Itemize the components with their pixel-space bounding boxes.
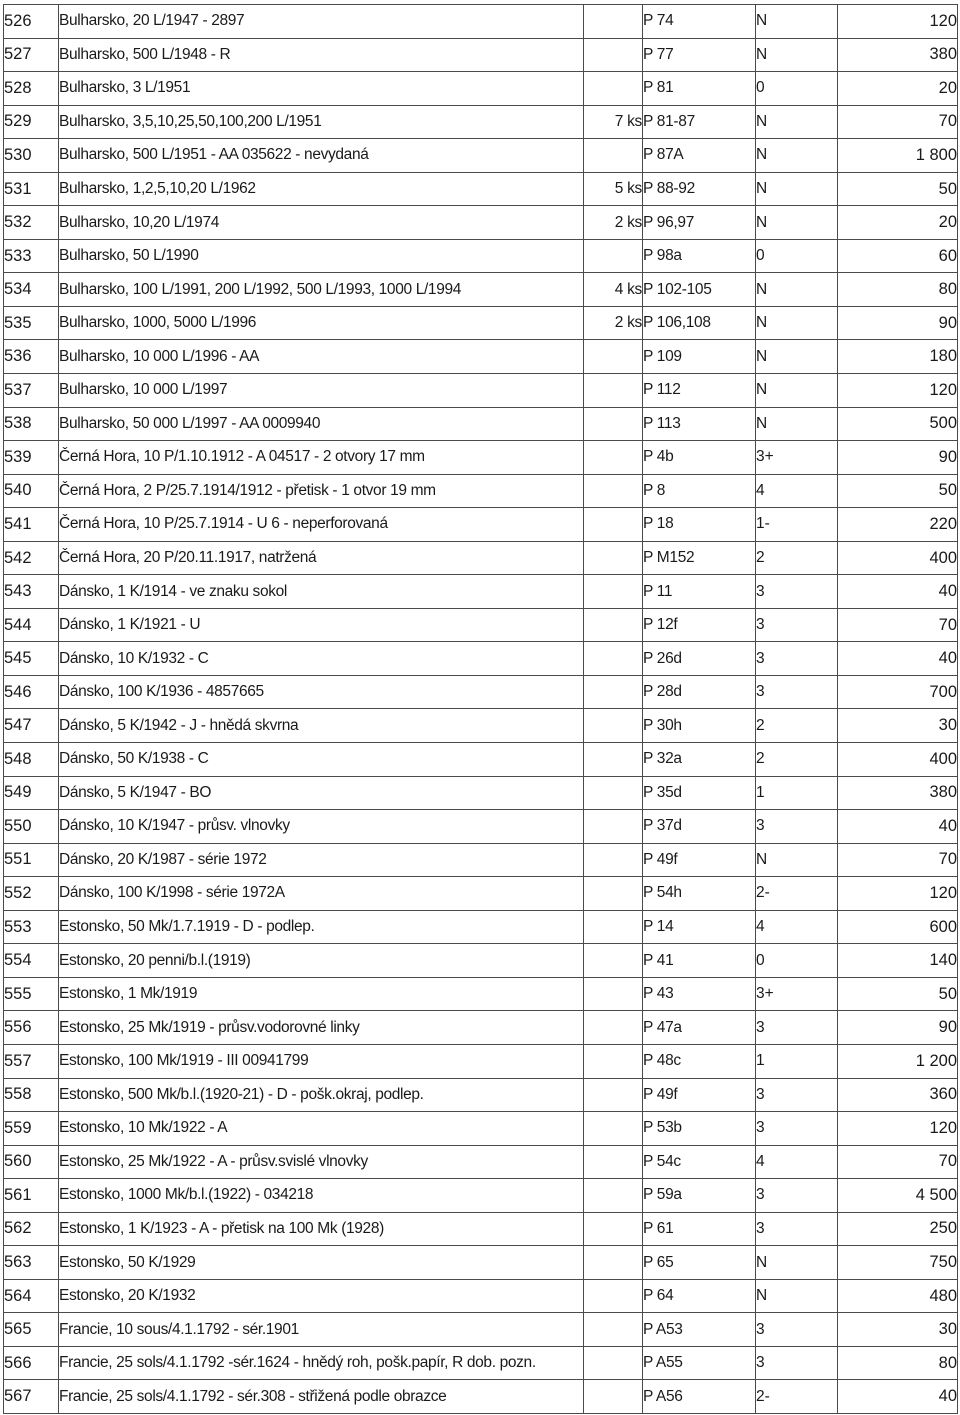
item-description: Estonsko, 500 Mk/b.l.(1920-21) - D - pošk.okraj, podlep. — [59, 1078, 584, 1112]
lot-number: 550 — [4, 810, 59, 844]
item-price: 40 — [838, 575, 958, 609]
condition-grade: 3 — [756, 810, 838, 844]
item-quantity — [584, 675, 643, 709]
item-price: 1 200 — [838, 1044, 958, 1078]
lot-number: 565 — [4, 1313, 59, 1347]
item-quantity — [584, 1112, 643, 1146]
condition-grade: 0 — [756, 944, 838, 978]
item-quantity — [584, 776, 643, 810]
item-description: Francie, 25 sols/4.1.1792 - sér.308 - střižená podle obrazce — [59, 1380, 584, 1414]
item-description: Černá Hora, 20 P/20.11.1917, natržená — [59, 541, 584, 575]
item-quantity — [584, 340, 643, 374]
lot-number: 541 — [4, 508, 59, 542]
catalog-reference: P 59a — [643, 1179, 756, 1213]
catalog-reference: P 37d — [643, 810, 756, 844]
item-price: 400 — [838, 743, 958, 777]
item-price: 480 — [838, 1279, 958, 1313]
item-quantity — [584, 374, 643, 408]
catalog-reference: P 26d — [643, 642, 756, 676]
condition-grade: 3 — [756, 675, 838, 709]
condition-grade: 3 — [756, 575, 838, 609]
condition-grade: 0 — [756, 72, 838, 106]
item-description: Estonsko, 20 penni/b.l.(1919) — [59, 944, 584, 978]
item-price: 60 — [838, 239, 958, 273]
lot-number: 537 — [4, 374, 59, 408]
lot-number: 555 — [4, 977, 59, 1011]
lot-number: 553 — [4, 910, 59, 944]
table-row — [4, 1212, 958, 1246]
lot-number: 551 — [4, 843, 59, 877]
condition-grade: N — [756, 306, 838, 340]
item-price: 700 — [838, 675, 958, 709]
item-description: Bulharsko, 500 L/1951 - AA 035622 - nevydaná — [59, 139, 584, 173]
catalog-reference: P 30h — [643, 709, 756, 743]
item-description: Černá Hora, 10 P/1.10.1912 - A 04517 - 2 otvory 17 mm — [59, 441, 584, 475]
item-quantity — [584, 239, 643, 273]
lot-number: 562 — [4, 1212, 59, 1246]
item-quantity: 2 ks — [584, 206, 643, 240]
item-quantity — [584, 810, 643, 844]
catalog-reference: P 14 — [643, 910, 756, 944]
item-quantity — [584, 743, 643, 777]
item-description: Bulharsko, 1,2,5,10,20 L/1962 — [59, 172, 584, 206]
catalog-reference: P 11 — [643, 575, 756, 609]
item-price: 80 — [838, 273, 958, 307]
item-price: 120 — [838, 5, 958, 39]
catalog-reference: P 102-105 — [643, 273, 756, 307]
catalog-reference: P 61 — [643, 1212, 756, 1246]
condition-grade: N — [756, 1279, 838, 1313]
catalog-table-body — [4, 5, 958, 1414]
item-price: 4 500 — [838, 1179, 958, 1213]
table-row — [4, 172, 958, 206]
item-description: Dánsko, 10 K/1932 - C — [59, 642, 584, 676]
item-quantity — [584, 1044, 643, 1078]
lot-number: 566 — [4, 1346, 59, 1380]
catalog-reference: P 87A — [643, 139, 756, 173]
item-quantity: 5 ks — [584, 172, 643, 206]
table-row — [4, 38, 958, 72]
catalog-reference: P 64 — [643, 1279, 756, 1313]
item-description: Dánsko, 1 K/1921 - U — [59, 608, 584, 642]
table-row — [4, 239, 958, 273]
condition-grade: 1 — [756, 776, 838, 810]
item-description: Bulharsko, 50 000 L/1997 - AA 0009940 — [59, 407, 584, 441]
condition-grade: 4 — [756, 474, 838, 508]
table-row — [4, 340, 958, 374]
item-description: Bulharsko, 1000, 5000 L/1996 — [59, 306, 584, 340]
table-row — [4, 72, 958, 106]
condition-grade: 3 — [756, 608, 838, 642]
catalog-reference: P 43 — [643, 977, 756, 1011]
condition-grade: N — [756, 172, 838, 206]
item-quantity — [584, 1078, 643, 1112]
item-description: Bulharsko, 50 L/1990 — [59, 239, 584, 273]
item-quantity — [584, 1313, 643, 1347]
table-row — [4, 1380, 958, 1414]
condition-grade: 1 — [756, 1044, 838, 1078]
table-row — [4, 206, 958, 240]
lot-number: 534 — [4, 273, 59, 307]
lot-number: 535 — [4, 306, 59, 340]
table-row — [4, 709, 958, 743]
item-quantity — [584, 72, 643, 106]
lot-number: 546 — [4, 675, 59, 709]
item-description: Estonsko, 25 Mk/1919 - průsv.vodorovné linky — [59, 1011, 584, 1045]
table-row — [4, 1246, 958, 1280]
item-quantity — [584, 474, 643, 508]
table-row — [4, 474, 958, 508]
table-row — [4, 105, 958, 139]
item-price: 360 — [838, 1078, 958, 1112]
item-description: Dánsko, 50 K/1938 - C — [59, 743, 584, 777]
item-price: 40 — [838, 1380, 958, 1414]
item-quantity — [584, 1011, 643, 1045]
item-price: 220 — [838, 508, 958, 542]
item-description: Estonsko, 1 Mk/1919 — [59, 977, 584, 1011]
condition-grade: 4 — [756, 910, 838, 944]
item-quantity — [584, 1212, 643, 1246]
condition-grade: N — [756, 139, 838, 173]
condition-grade: 4 — [756, 1145, 838, 1179]
catalog-reference: P 4b — [643, 441, 756, 475]
table-row — [4, 575, 958, 609]
lot-number: 557 — [4, 1044, 59, 1078]
item-price: 40 — [838, 642, 958, 676]
item-description: Estonsko, 1 K/1923 - A - přetisk na 100 Mk (1928) — [59, 1212, 584, 1246]
item-quantity — [584, 38, 643, 72]
table-row — [4, 675, 958, 709]
item-description: Bulharsko, 10,20 L/1974 — [59, 206, 584, 240]
item-description: Estonsko, 1000 Mk/b.l.(1922) - 034218 — [59, 1179, 584, 1213]
condition-grade: N — [756, 38, 838, 72]
lot-number: 538 — [4, 407, 59, 441]
catalog-reference: P 81 — [643, 72, 756, 106]
condition-grade: 3 — [756, 1313, 838, 1347]
lot-number: 558 — [4, 1078, 59, 1112]
item-price: 90 — [838, 1011, 958, 1045]
catalog-reference: P 18 — [643, 508, 756, 542]
lot-number: 536 — [4, 340, 59, 374]
item-description: Dánsko, 20 K/1987 - série 1972 — [59, 843, 584, 877]
item-description: Bulharsko, 20 L/1947 - 2897 — [59, 5, 584, 39]
catalog-reference: P 77 — [643, 38, 756, 72]
condition-grade: 1- — [756, 508, 838, 542]
condition-grade: 2- — [756, 877, 838, 911]
lot-number: 528 — [4, 72, 59, 106]
item-quantity — [584, 1246, 643, 1280]
condition-grade: 3+ — [756, 977, 838, 1011]
catalog-reference: P 32a — [643, 743, 756, 777]
item-quantity — [584, 1380, 643, 1414]
item-description: Estonsko, 50 K/1929 — [59, 1246, 584, 1280]
item-quantity: 4 ks — [584, 273, 643, 307]
catalog-reference: P 109 — [643, 340, 756, 374]
catalog-reference: P 65 — [643, 1246, 756, 1280]
lot-number: 526 — [4, 5, 59, 39]
lot-number: 542 — [4, 541, 59, 575]
table-row — [4, 1179, 958, 1213]
item-price: 180 — [838, 340, 958, 374]
lot-number: 548 — [4, 743, 59, 777]
item-description: Estonsko, 25 Mk/1922 - A - průsv.svislé vlnovky — [59, 1145, 584, 1179]
condition-grade: 0 — [756, 239, 838, 273]
item-quantity — [584, 5, 643, 39]
table-row — [4, 910, 958, 944]
item-price: 600 — [838, 910, 958, 944]
condition-grade: 3+ — [756, 441, 838, 475]
table-row — [4, 1279, 958, 1313]
lot-number: 533 — [4, 239, 59, 273]
item-description: Dánsko, 1 K/1914 - ve znaku sokol — [59, 575, 584, 609]
condition-grade: N — [756, 1246, 838, 1280]
item-description: Francie, 10 sous/4.1.1792 - sér.1901 — [59, 1313, 584, 1347]
lot-number: 529 — [4, 105, 59, 139]
item-price: 20 — [838, 206, 958, 240]
catalog-reference: P 28d — [643, 675, 756, 709]
table-row — [4, 5, 958, 39]
catalog-table-wrapper — [3, 4, 958, 1414]
condition-grade: 3 — [756, 1346, 838, 1380]
item-price: 120 — [838, 374, 958, 408]
catalog-reference: P 12f — [643, 608, 756, 642]
condition-grade: N — [756, 105, 838, 139]
table-row — [4, 374, 958, 408]
table-row — [4, 139, 958, 173]
item-description: Dánsko, 100 K/1936 - 4857665 — [59, 675, 584, 709]
lot-number: 563 — [4, 1246, 59, 1280]
table-row — [4, 1078, 958, 1112]
item-price: 70 — [838, 608, 958, 642]
item-description: Černá Hora, 10 P/25.7.1914 - U 6 - neperforovaná — [59, 508, 584, 542]
item-description: Bulharsko, 10 000 L/1996 - AA — [59, 340, 584, 374]
condition-grade: 3 — [756, 642, 838, 676]
item-quantity — [584, 642, 643, 676]
catalog-reference: P A53 — [643, 1313, 756, 1347]
condition-grade: 2 — [756, 541, 838, 575]
item-description: Bulharsko, 3 L/1951 — [59, 72, 584, 106]
condition-grade: N — [756, 5, 838, 39]
item-description: Estonsko, 10 Mk/1922 - A — [59, 1112, 584, 1146]
table-row — [4, 810, 958, 844]
table-row — [4, 608, 958, 642]
item-quantity — [584, 910, 643, 944]
table-row — [4, 541, 958, 575]
lot-number: 539 — [4, 441, 59, 475]
lot-number: 545 — [4, 642, 59, 676]
item-description: Bulharsko, 3,5,10,25,50,100,200 L/1951 — [59, 105, 584, 139]
catalog-reference: P 35d — [643, 776, 756, 810]
item-price: 30 — [838, 1313, 958, 1347]
catalog-reference: P 98a — [643, 239, 756, 273]
catalog-reference: P M152 — [643, 541, 756, 575]
item-quantity — [584, 1346, 643, 1380]
catalog-reference: P 49f — [643, 1078, 756, 1112]
item-description: Bulharsko, 500 L/1948 - R — [59, 38, 584, 72]
lot-number: 556 — [4, 1011, 59, 1045]
catalog-reference: P 54h — [643, 877, 756, 911]
lot-number: 532 — [4, 206, 59, 240]
item-quantity — [584, 541, 643, 575]
item-quantity — [584, 407, 643, 441]
item-price: 70 — [838, 1145, 958, 1179]
condition-grade: N — [756, 340, 838, 374]
item-quantity — [584, 508, 643, 542]
catalog-reference: P 96,97 — [643, 206, 756, 240]
banknote-catalog-table — [3, 4, 958, 1414]
catalog-reference: P 112 — [643, 374, 756, 408]
item-price: 90 — [838, 441, 958, 475]
table-row — [4, 877, 958, 911]
table-row — [4, 843, 958, 877]
table-row — [4, 1346, 958, 1380]
item-quantity: 7 ks — [584, 105, 643, 139]
item-quantity: 2 ks — [584, 306, 643, 340]
condition-grade: N — [756, 206, 838, 240]
item-price: 500 — [838, 407, 958, 441]
catalog-reference: P 41 — [643, 944, 756, 978]
lot-number: 530 — [4, 139, 59, 173]
table-row — [4, 407, 958, 441]
table-row — [4, 508, 958, 542]
lot-number: 527 — [4, 38, 59, 72]
item-price: 1 800 — [838, 139, 958, 173]
item-description: Estonsko, 100 Mk/1919 - III 00941799 — [59, 1044, 584, 1078]
item-description: Bulharsko, 100 L/1991, 200 L/1992, 500 L/1993, 1000 L/1994 — [59, 273, 584, 307]
item-quantity — [584, 575, 643, 609]
item-price: 90 — [838, 306, 958, 340]
item-price: 120 — [838, 1112, 958, 1146]
catalog-reference: P A56 — [643, 1380, 756, 1414]
catalog-reference: P 8 — [643, 474, 756, 508]
item-price: 380 — [838, 776, 958, 810]
item-description: Estonsko, 20 K/1932 — [59, 1279, 584, 1313]
table-row — [4, 1145, 958, 1179]
item-description: Dánsko, 5 K/1942 - J - hnědá skvrna — [59, 709, 584, 743]
item-price: 380 — [838, 38, 958, 72]
item-description: Dánsko, 10 K/1947 - průsv. vlnovky — [59, 810, 584, 844]
item-quantity — [584, 843, 643, 877]
catalog-reference: P 54c — [643, 1145, 756, 1179]
item-description: Dánsko, 5 K/1947 - BO — [59, 776, 584, 810]
condition-grade: 3 — [756, 1112, 838, 1146]
catalog-reference: P 53b — [643, 1112, 756, 1146]
condition-grade: N — [756, 374, 838, 408]
lot-number: 544 — [4, 608, 59, 642]
table-row — [4, 977, 958, 1011]
item-quantity — [584, 441, 643, 475]
item-quantity — [584, 977, 643, 1011]
item-price: 50 — [838, 977, 958, 1011]
item-quantity — [584, 608, 643, 642]
table-row — [4, 1313, 958, 1347]
condition-grade: 3 — [756, 1011, 838, 1045]
lot-number: 552 — [4, 877, 59, 911]
table-row — [4, 273, 958, 307]
table-row — [4, 1112, 958, 1146]
item-price: 70 — [838, 105, 958, 139]
table-row — [4, 1011, 958, 1045]
table-row — [4, 1044, 958, 1078]
condition-grade: N — [756, 843, 838, 877]
catalog-reference: P 47a — [643, 1011, 756, 1045]
catalog-reference: P A55 — [643, 1346, 756, 1380]
item-description: Dánsko, 100 K/1998 - série 1972A — [59, 877, 584, 911]
condition-grade: 2 — [756, 743, 838, 777]
item-quantity — [584, 139, 643, 173]
condition-grade: 3 — [756, 1212, 838, 1246]
item-price: 30 — [838, 709, 958, 743]
catalog-reference: P 88-92 — [643, 172, 756, 206]
lot-number: 560 — [4, 1145, 59, 1179]
item-quantity — [584, 1279, 643, 1313]
item-description: Francie, 25 sols/4.1.1792 -sér.1624 - hnědý roh, pošk.papír, R dob. pozn. — [59, 1346, 584, 1380]
item-quantity — [584, 877, 643, 911]
item-description: Černá Hora, 2 P/25.7.1914/1912 - přetisk - 1 otvor 19 mm — [59, 474, 584, 508]
table-row — [4, 441, 958, 475]
lot-number: 554 — [4, 944, 59, 978]
catalog-reference: P 81-87 — [643, 105, 756, 139]
catalog-reference: P 113 — [643, 407, 756, 441]
item-quantity — [584, 1179, 643, 1213]
item-quantity — [584, 944, 643, 978]
table-row — [4, 776, 958, 810]
lot-number: 549 — [4, 776, 59, 810]
catalog-reference: P 49f — [643, 843, 756, 877]
lot-number: 564 — [4, 1279, 59, 1313]
item-quantity — [584, 1145, 643, 1179]
table-row — [4, 306, 958, 340]
catalog-reference: P 106,108 — [643, 306, 756, 340]
condition-grade: 3 — [756, 1078, 838, 1112]
lot-number: 540 — [4, 474, 59, 508]
lot-number: 559 — [4, 1112, 59, 1146]
item-price: 750 — [838, 1246, 958, 1280]
item-price: 70 — [838, 843, 958, 877]
lot-number: 531 — [4, 172, 59, 206]
lot-number: 543 — [4, 575, 59, 609]
item-price: 120 — [838, 877, 958, 911]
item-price: 80 — [838, 1346, 958, 1380]
item-quantity — [584, 709, 643, 743]
item-description: Estonsko, 50 Mk/1.7.1919 - D - podlep. — [59, 910, 584, 944]
condition-grade: 3 — [756, 1179, 838, 1213]
table-row — [4, 743, 958, 777]
item-price: 40 — [838, 810, 958, 844]
item-price: 20 — [838, 72, 958, 106]
lot-number: 547 — [4, 709, 59, 743]
item-price: 140 — [838, 944, 958, 978]
table-row — [4, 642, 958, 676]
condition-grade: 2- — [756, 1380, 838, 1414]
lot-number: 567 — [4, 1380, 59, 1414]
lot-number: 561 — [4, 1179, 59, 1213]
item-price: 50 — [838, 172, 958, 206]
item-price: 50 — [838, 474, 958, 508]
condition-grade: 2 — [756, 709, 838, 743]
catalog-reference: P 48c — [643, 1044, 756, 1078]
table-row — [4, 944, 958, 978]
condition-grade: N — [756, 273, 838, 307]
item-price: 250 — [838, 1212, 958, 1246]
catalog-reference: P 74 — [643, 5, 756, 39]
item-price: 400 — [838, 541, 958, 575]
item-description: Bulharsko, 10 000 L/1997 — [59, 374, 584, 408]
condition-grade: N — [756, 407, 838, 441]
